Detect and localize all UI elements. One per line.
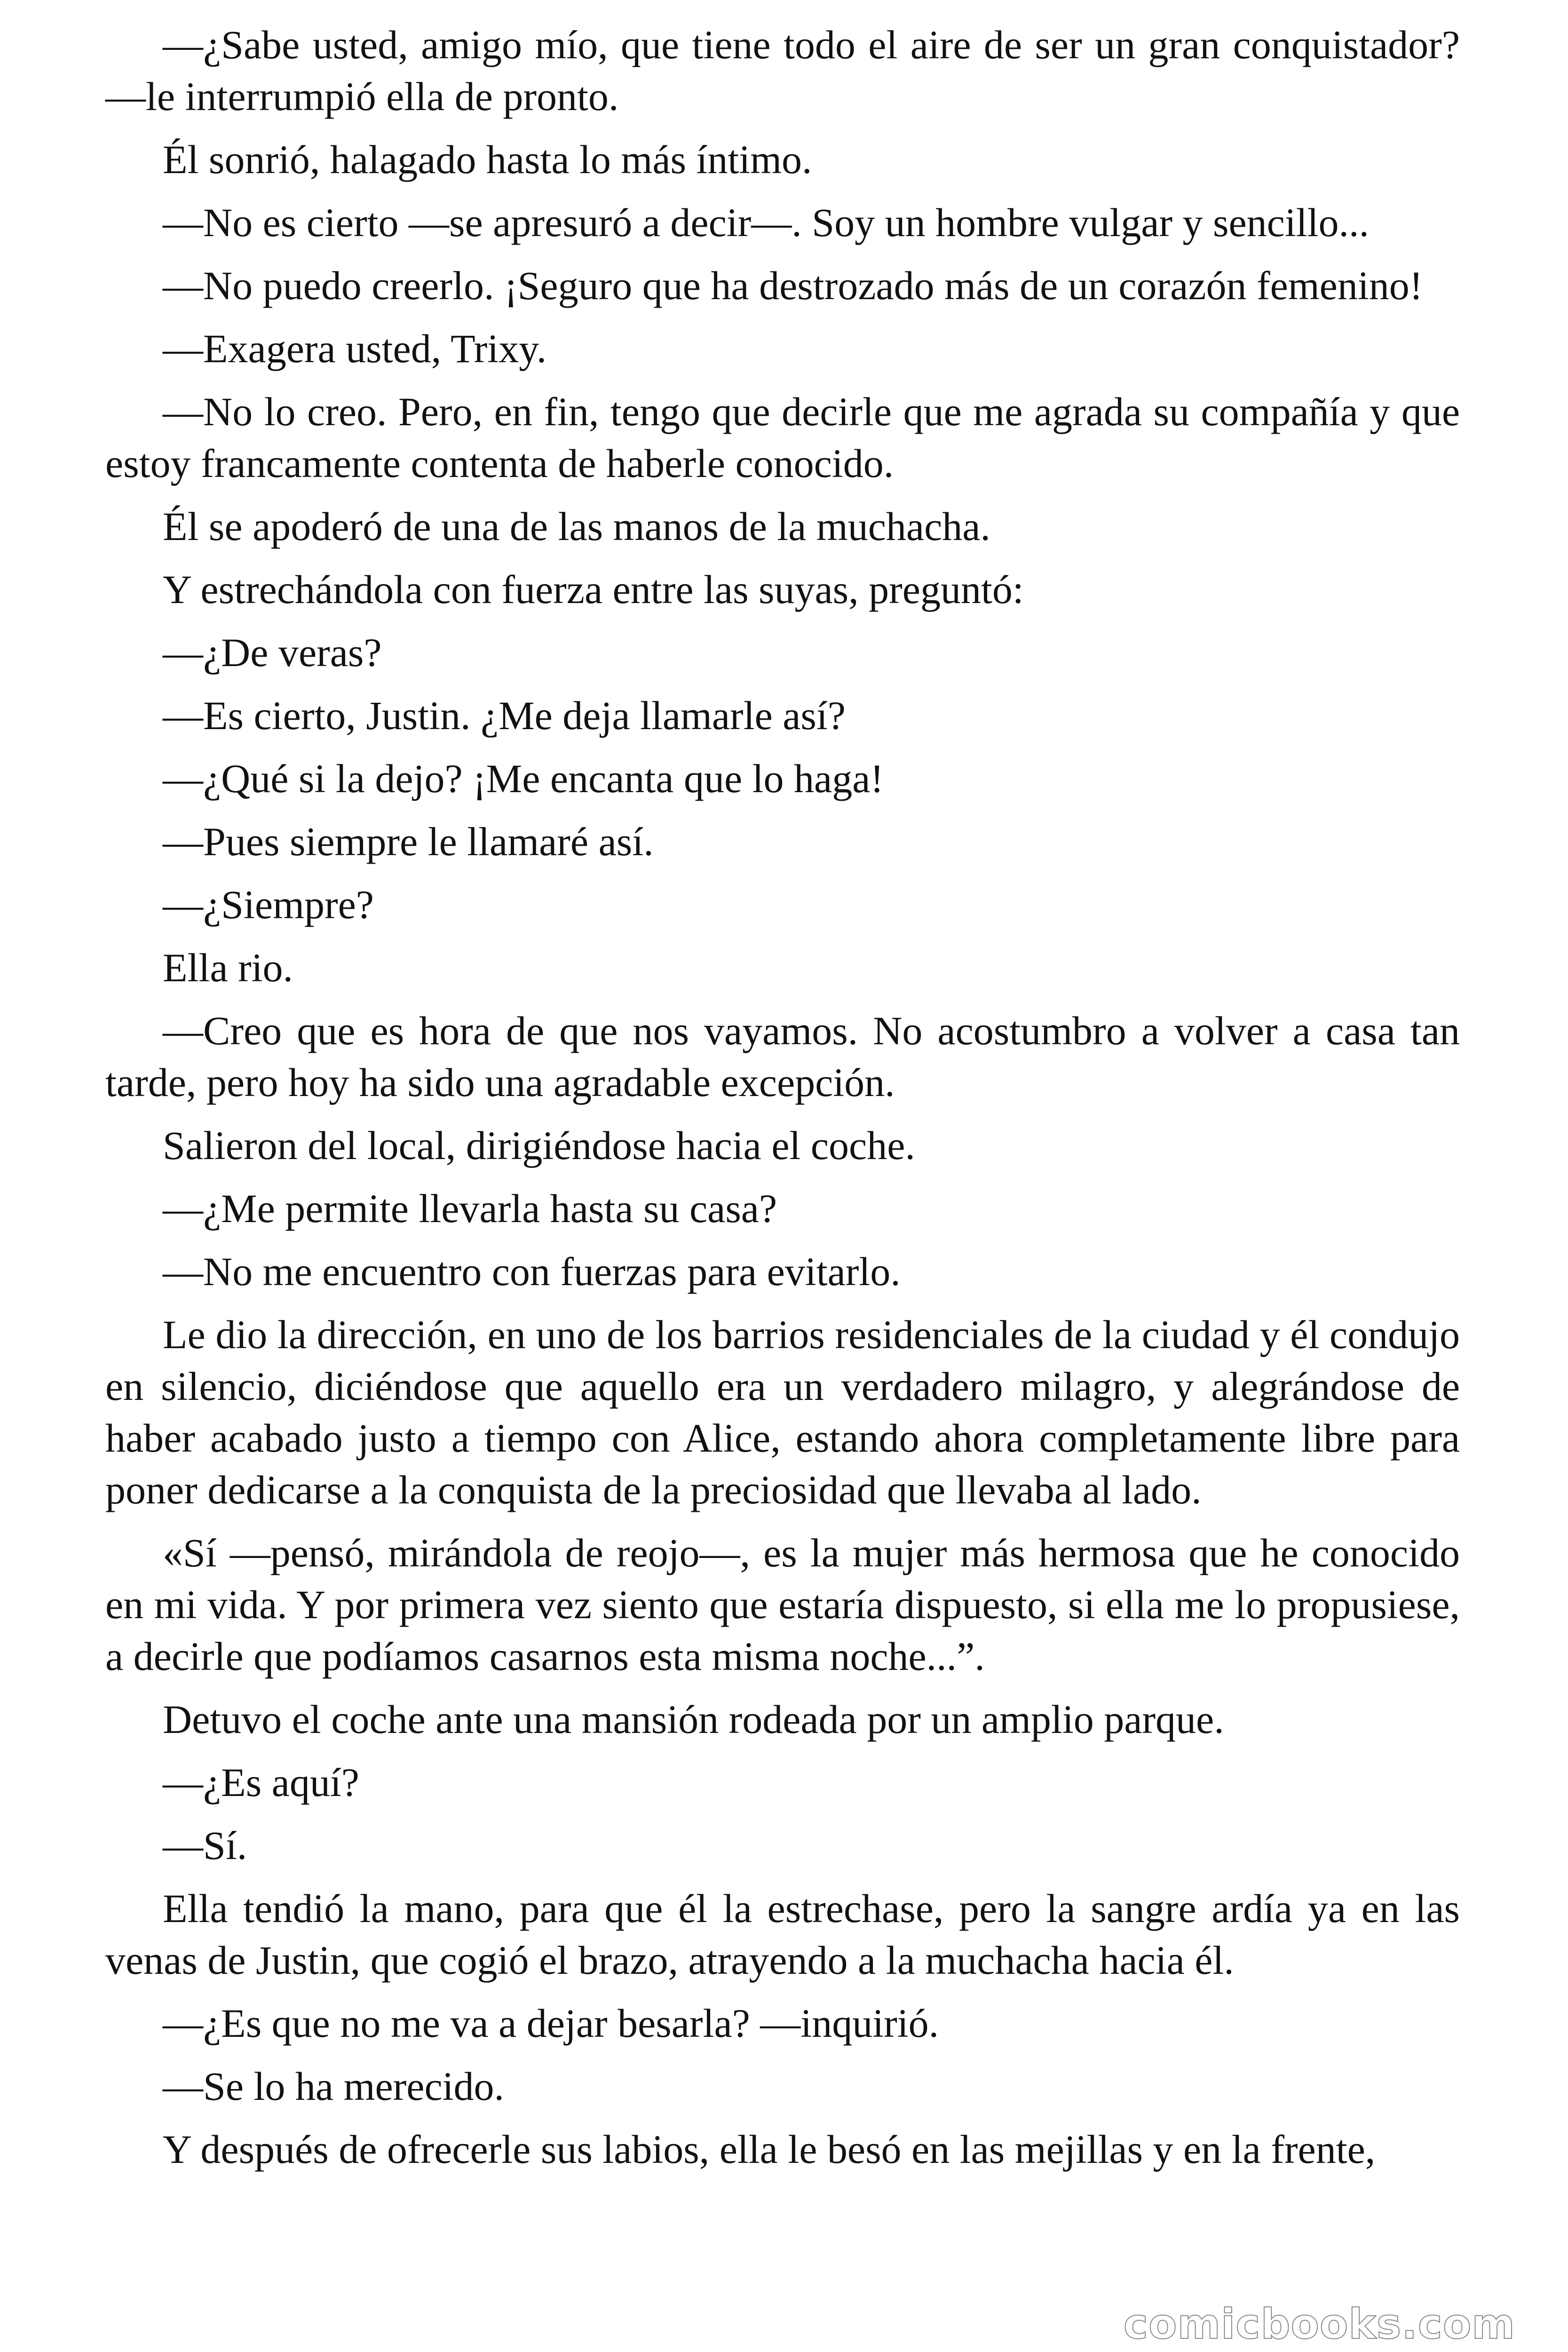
paragraph: Él sonrió, halagado hasta lo más íntimo. [163,137,812,182]
paragraph: —Sí. [163,1823,247,1868]
paragraph: Ella tendió la mano, para que él la estrechase, pero la sangre ardía ya en las venas de Justin, que cogió el brazo, atrayendo a la muchacha hacia él. [105,1886,1460,1983]
paragraph: «Sí —pensó, mirándola de reojo—, es la mujer más hermosa que he conocido en mi vida. Y por primera vez siento que estaría dispuesto, si ella me lo propusiese, a decirle que podíamos casarnos esta misma noche...”. [105,1530,1460,1679]
paragraph: —¿De veras? [163,630,382,675]
paragraph: Le dio la dirección, en uno de los barrios residenciales de la ciudad y él condujo en silencio, diciéndose que aquello era un verdadero milagro, y alegrándose de haber acabado justo a tiempo con Alice, estando ahora completamente libre para poner dedicarse a la conquista de la preciosidad que llevaba al lado. [105,1312,1460,1512]
paragraph: —¿Es aquí? [163,1760,359,1805]
paragraph: —Se lo ha merecido. [163,2064,505,2109]
paragraph: —¿Es que no me va a dejar besarla? —inquirió. [163,2001,939,2046]
paragraph: —No es cierto —se apresuró a decir—. Soy un hombre vulgar y sencillo... [163,200,1370,245]
paragraph: —Es cierto, Justin. ¿Me deja llamarle así? [163,693,846,738]
paragraph: —¿Sabe usted, amigo mío, que tiene todo el aire de ser un gran conquistador? —le interrumpió ella de pronto. [105,22,1460,119]
paragraph: —No lo creo. Pero, en fin, tengo que decirle que me agrada su compañía y que estoy francamente contenta de haberle conocido. [105,389,1460,486]
paragraph: —Exagera usted, Trixy. [163,326,547,371]
paragraph: —¿Me permite llevarla hasta su casa? [163,1186,777,1231]
paragraph: Y estrechándola con fuerza entre las suyas, preguntó: [163,567,1024,612]
paragraph: —Creo que es hora de que nos vayamos. No acostumbro a volver a casa tan tarde, pero hoy ha sido una agradable excepción. [105,1008,1460,1105]
paragraph: —¿Qué si la dejo? ¡Me encanta que lo haga! [163,756,884,801]
paragraph: Salieron del local, dirigiéndose hacia el coche. [163,1123,915,1168]
watermark: comicbooks.com [1123,2300,1515,2348]
paragraph: Él se apoderó de una de las manos de la muchacha. [163,504,990,549]
paragraph: Y después de ofrecerle sus labios, ella le besó en las mejillas y en la frente, [163,2127,1376,2172]
paragraph: Detuvo el coche ante una mansión rodeada por un amplio parque. [163,1697,1224,1742]
book-page-text [105,19,1460,2186]
paragraph: —No puedo creerlo. ¡Seguro que ha destrozado más de un corazón femenino! [163,263,1423,308]
paragraph: Ella rio. [163,945,293,990]
paragraph: —¿Siempre? [163,882,374,927]
paragraph: —Pues siempre le llamaré así. [163,819,654,864]
paragraph: —No me encuentro con fuerzas para evitarlo. [163,1249,901,1294]
